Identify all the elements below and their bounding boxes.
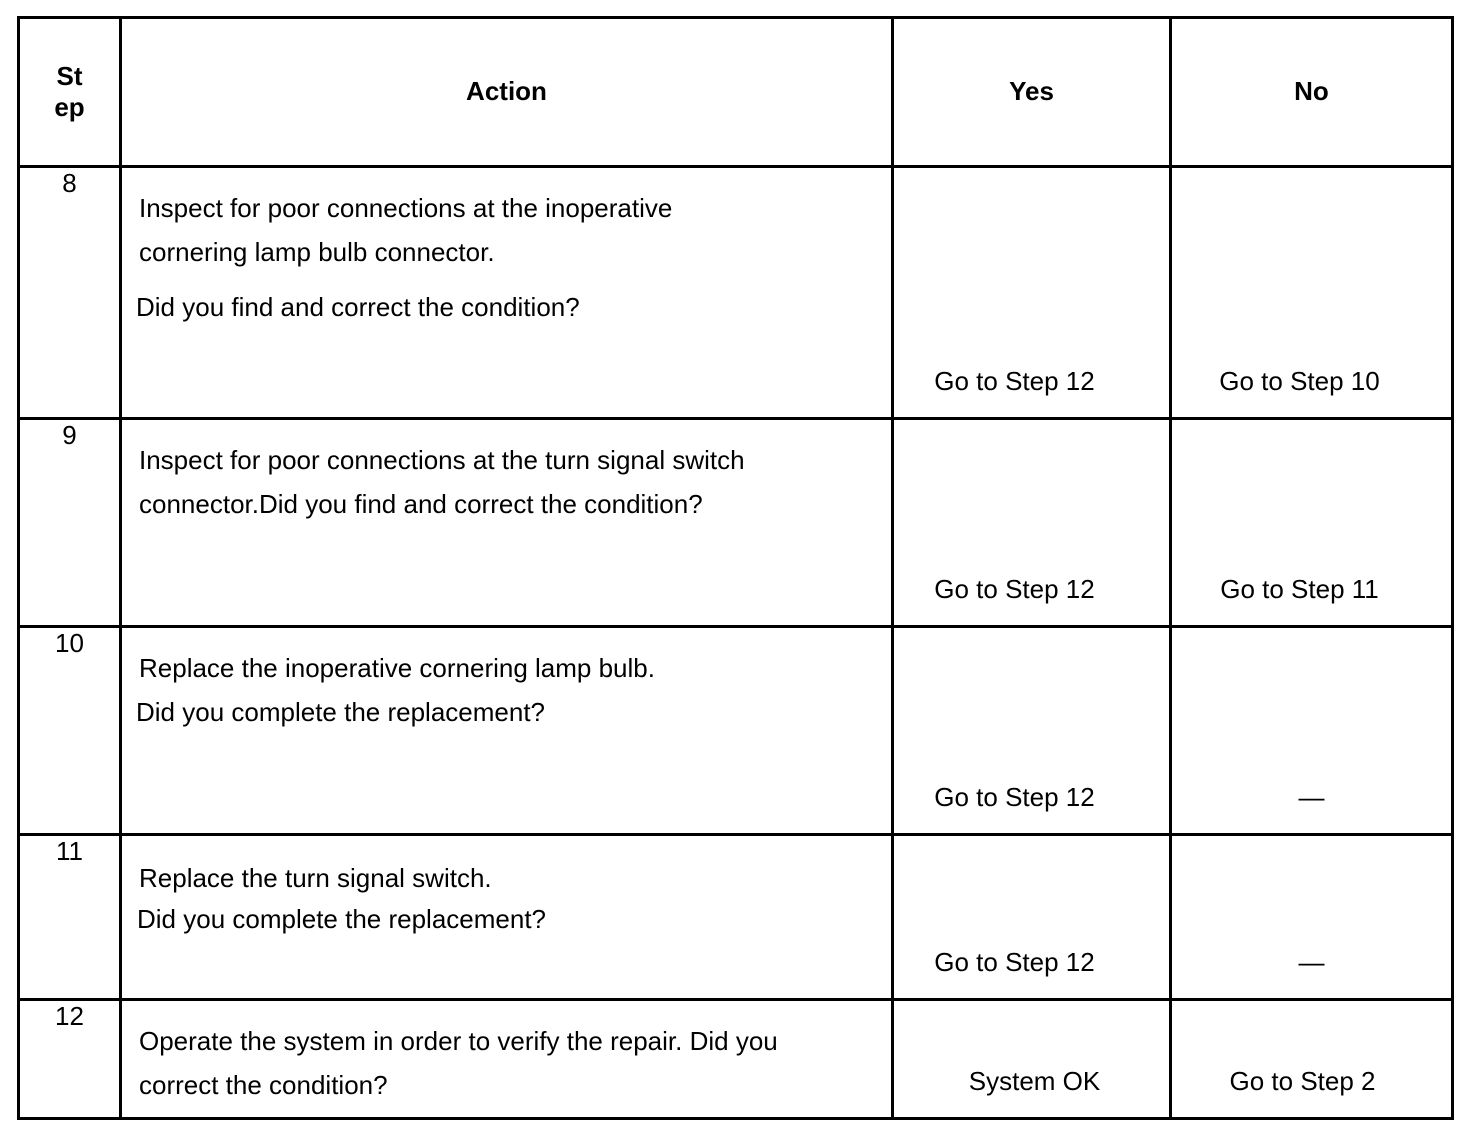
- header-step: [19, 18, 121, 167]
- action-text: Inspect for poor connections at the inoperative: [139, 193, 673, 223]
- yes-outcome: Go to Step 12: [934, 946, 1095, 977]
- no-outcome: Go to Step 2: [1229, 1065, 1376, 1096]
- table-row: [19, 167, 1453, 419]
- step-number: 10: [19, 627, 121, 835]
- table-row: [19, 419, 1453, 627]
- diagnostic-table: [17, 16, 1454, 1120]
- header-step-line1: St: [56, 60, 83, 91]
- action-cell: [121, 419, 893, 627]
- yes-outcome: Go to Step 12: [934, 365, 1095, 396]
- action-text: connector.Did you find and correct the condition?: [139, 489, 703, 519]
- yes-cell: [893, 167, 1171, 419]
- table-row: [19, 627, 1453, 835]
- action-text: Replace the inoperative cornering lamp bulb.: [139, 653, 655, 683]
- header-no: No: [1171, 18, 1453, 167]
- yes-cell: [893, 419, 1171, 627]
- no-cell: [1171, 627, 1453, 835]
- no-cell: [1171, 835, 1453, 1000]
- no-cell: [1171, 419, 1453, 627]
- action-text: correct the condition?: [139, 1070, 388, 1100]
- header-row: [19, 18, 1453, 167]
- table-row: [19, 835, 1453, 1000]
- action-text: Inspect for poor connections at the turn signal switch: [139, 445, 745, 475]
- yes-cell: [893, 627, 1171, 835]
- action-text: Replace the turn signal switch.: [139, 863, 492, 893]
- header-yes: Yes: [893, 18, 1171, 167]
- no-cell: [1171, 167, 1453, 419]
- action-question: Did you find and correct the condition?: [136, 292, 580, 322]
- step-number: 12: [19, 1000, 121, 1119]
- no-outcome: Go to Step 10: [1219, 365, 1380, 396]
- yes-outcome: Go to Step 12: [934, 573, 1095, 604]
- action-cell: [121, 1000, 893, 1119]
- no-outcome-dash: —: [1298, 781, 1325, 812]
- action-text: cornering lamp bulb connector.: [139, 237, 495, 267]
- action-cell: [121, 627, 893, 835]
- table-row: [19, 1000, 1453, 1119]
- step-number: 9: [19, 419, 121, 627]
- header-step-line2: ep: [54, 92, 85, 122]
- step-number: 8: [19, 167, 121, 419]
- action-cell: [121, 167, 893, 419]
- yes-outcome: System OK: [968, 1065, 1101, 1096]
- no-outcome-dash: —: [1298, 946, 1325, 977]
- action-question: Did you complete the replacement?: [137, 904, 547, 934]
- yes-cell: [893, 835, 1171, 1000]
- header-action: Action: [121, 18, 893, 167]
- action-cell: [121, 835, 893, 1000]
- step-number: 11: [19, 835, 121, 1000]
- no-outcome: Go to Step 11: [1220, 573, 1379, 604]
- action-text: Operate the system in order to verify the repair. Did you: [139, 1026, 778, 1056]
- action-question: Did you complete the replacement?: [136, 697, 546, 727]
- yes-outcome: Go to Step 12: [934, 781, 1095, 812]
- yes-cell: [893, 1000, 1171, 1119]
- no-cell: [1171, 1000, 1453, 1119]
